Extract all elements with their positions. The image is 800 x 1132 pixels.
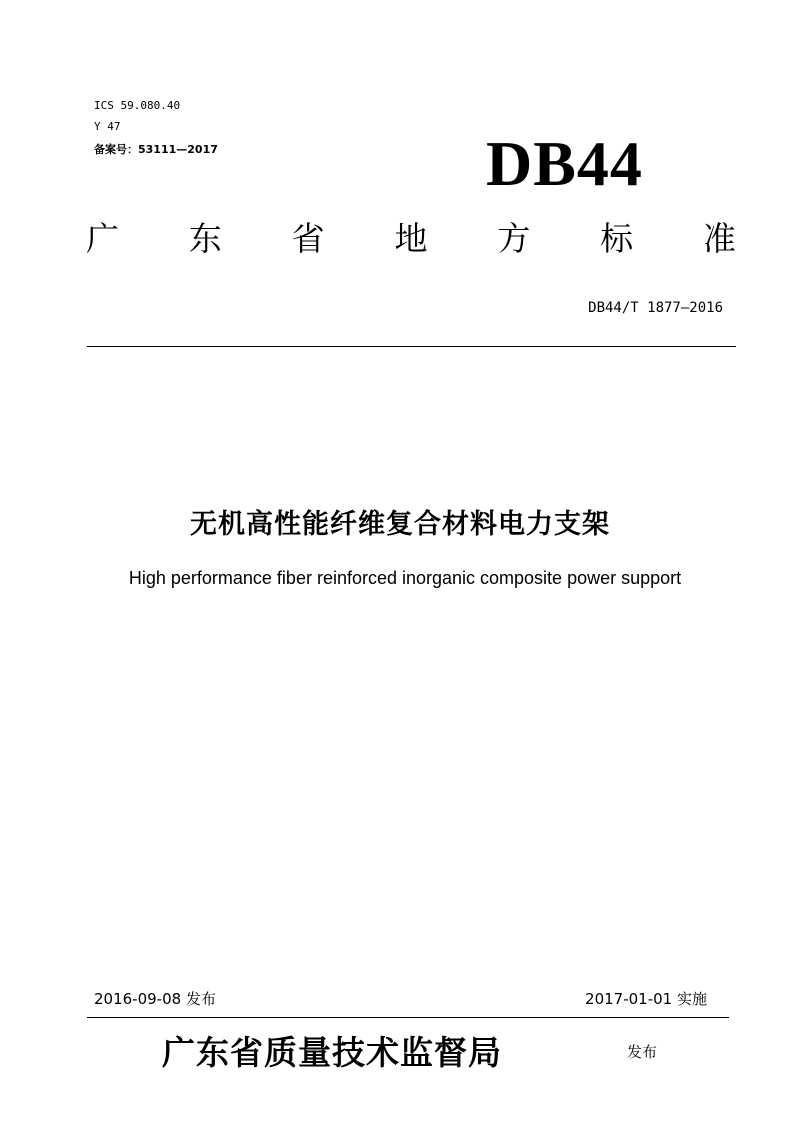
standard-type-char: 广 bbox=[86, 219, 119, 258]
bottom-divider bbox=[87, 1017, 729, 1018]
standard-type-heading bbox=[86, 219, 736, 258]
standard-type-char: 省 bbox=[291, 219, 325, 258]
standard-type-char: 方 bbox=[497, 219, 531, 258]
record-number: 备案号：53111—2017 bbox=[94, 143, 218, 156]
classification-code: Y 47 bbox=[94, 120, 121, 133]
standard-type-char: 地 bbox=[394, 219, 428, 258]
document-title-en: High performance fiber reinforced inorganic composite power support bbox=[128, 568, 682, 588]
standard-type-char: 准 bbox=[702, 219, 736, 258]
implementation-date: 2017-01-01 实施 bbox=[585, 990, 707, 1008]
document-title-zh: 无机高性能纤维复合材料电力支架 bbox=[190, 509, 610, 540]
publish-date: 2016-09-08 发布 bbox=[94, 990, 216, 1008]
standard-type-char: 东 bbox=[188, 219, 222, 258]
ics-number: ICS 59.080.40 bbox=[94, 99, 181, 112]
standard-type-char: 标 bbox=[600, 219, 634, 258]
issuing-authority: 广东省质量技术监督局 bbox=[162, 1033, 502, 1072]
top-divider bbox=[87, 346, 736, 347]
issuer-action: 发布 bbox=[627, 1043, 658, 1061]
db44-logo: DB44 bbox=[486, 128, 643, 199]
standard-code: DB44/T 1877—2016 bbox=[588, 300, 723, 316]
